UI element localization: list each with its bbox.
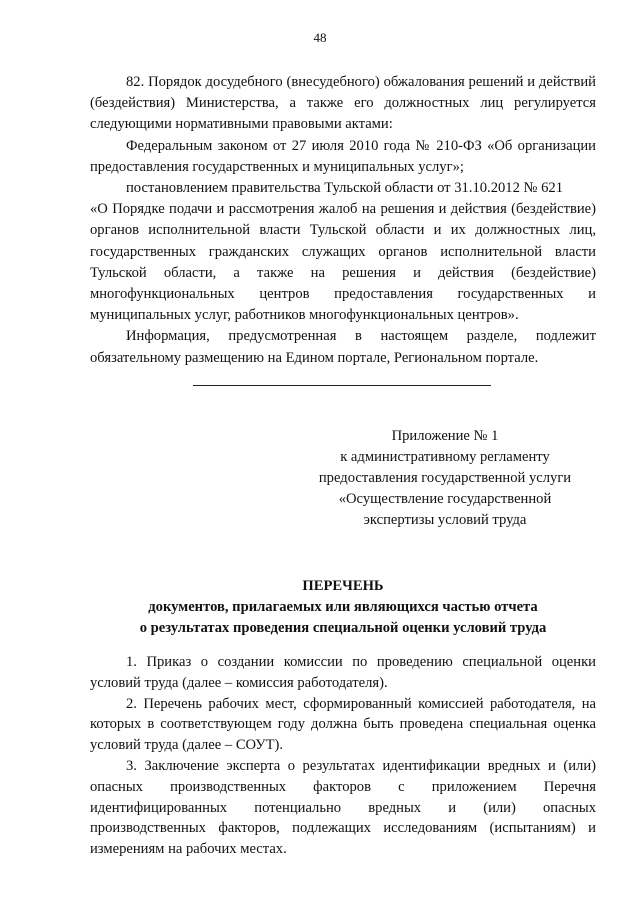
paragraph-federal-law: Федеральным законом от 27 июля 2010 года № 210-ФЗ «Об организации предоставления государственных и муниципальных услуг»;: [90, 137, 596, 175]
appendix-number: Приложение № 1: [391, 428, 499, 444]
section-82: [90, 72, 596, 369]
paragraph-government-resolution: постановлением правительства Тульской области от 31.10.2012 № 621: [126, 180, 563, 197]
list-item: 2. Перечень рабочих мест, сформированный комиссией работодателя, на которых в соответствующем году должна быть проведена специальная оценка условий труда (далее – СОУТ).: [90, 695, 596, 754]
title-subheading: документов, прилагаемых или являющихся частью отчета: [148, 599, 538, 615]
paragraph-82-intro: 82. Порядок досудебного (внесудебного) обжалования решений и действий (бездействия) Министерства, а также его должностных лиц регулируется следующими нормативными правовыми актами:: [90, 74, 596, 133]
title-heading: ПЕРЕЧЕНЬ: [302, 578, 384, 594]
section-divider: [193, 385, 491, 386]
appendix-header: [310, 426, 580, 531]
documents-list: [90, 652, 596, 860]
appendix-reference-line: экспертизы условий труда: [363, 512, 527, 528]
page-number: 48: [313, 30, 327, 45]
appendix-reference-line: к административному регламенту: [340, 449, 550, 465]
appendix-reference-line: предоставления государственной услуги: [318, 470, 572, 486]
list-item: 3. Заключение эксперта о результатах идентификации вредных и (или) опасных производственных факторов с приложением Перечня идентифицированных потенциально вредных и (или) опасных производственных факторов, подлежащих исследованиям (испытаниям) и измерениям на рабочих местах.: [90, 757, 596, 858]
paragraph-resolution-title: «О Порядке подачи и рассмотрения жалоб на решения и действия (бездействие) органов исполнительной власти Тульской области и их должностных лиц, государственных гражданских служащих органов исполнительной власти Тульской области, а также на решения и действия (бездействие) многофункциональных центров предоставления государственных и муниципальных услуг, работников многофункциональных центров».: [90, 201, 596, 324]
list-item: 1. Приказ о создании комиссии по проведению специальной оценки условий труда (далее – комиссия работодателя).: [90, 654, 596, 691]
paragraph-information-placement: Информация, предусмотренная в настоящем разделе, подлежит обязательному размещению на Едином портале, Региональном портале.: [90, 328, 596, 366]
appendix-reference-line: «Осуществление государственной: [338, 491, 552, 507]
title-subheading: о результатах проведения специальной оценки условий труда: [139, 620, 547, 636]
document-title: [90, 576, 596, 639]
